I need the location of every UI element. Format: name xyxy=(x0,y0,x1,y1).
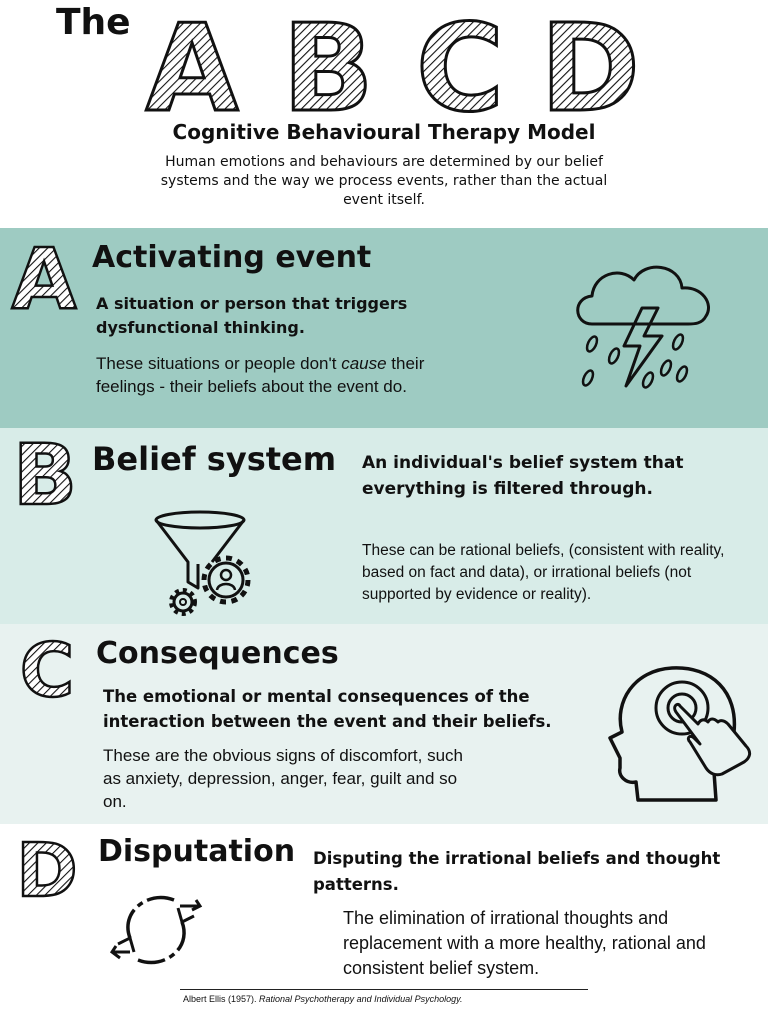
section-letter-c xyxy=(14,630,80,710)
funnel-gears-icon xyxy=(150,508,260,616)
section-b-heading: Belief system xyxy=(92,440,337,478)
section-c-heading: Consequences xyxy=(96,636,339,671)
section-d-heading: Disputation xyxy=(98,834,296,869)
svg-text:A: A xyxy=(11,236,77,316)
page-subtitle: Cognitive Behavioural Therapy Model xyxy=(172,120,596,144)
title-the: The xyxy=(56,2,131,43)
section-c-body: These are the obvious signs of discomfort, such as anxiety, depression, anger, fear, guilt and so on. xyxy=(103,746,464,811)
section-letter-d xyxy=(14,832,80,906)
abcd-title-letters xyxy=(130,8,650,120)
section-c-summary: The emotional or mental consequences of the interaction between the event and their beliefs. xyxy=(103,687,552,731)
title-letter-d: D xyxy=(540,8,640,120)
section-a-body: These situations or people don't cause their feelings - their beliefs about the event do. xyxy=(96,354,425,396)
cycle-arrows-icon xyxy=(108,888,204,972)
svg-text:C: C xyxy=(19,630,75,710)
footer-citation xyxy=(183,994,463,1004)
section-d-body: The elimination of irrational thoughts and replacement with a more healthy, rational and consistent belief system. xyxy=(343,908,706,978)
footer-divider xyxy=(180,989,588,990)
section-b-body: These can be rational beliefs, (consistent with reality, based on fact and data), or irrational beliefs (not supported by evidence or reality). xyxy=(362,542,725,603)
storm-cloud-icon xyxy=(570,258,718,398)
section-letter-b xyxy=(10,432,80,512)
section-letter-a xyxy=(8,236,80,316)
section-a-summary: A situation or person that triggers dysfunctional thinking. xyxy=(96,294,408,337)
section-activating-event xyxy=(0,228,768,428)
title-letter-c: C xyxy=(415,8,505,120)
head-touch-icon xyxy=(600,662,760,804)
svg-text:D: D xyxy=(16,832,78,906)
section-consequences xyxy=(0,624,768,824)
title-letter-a: A xyxy=(145,8,239,120)
intro-text: Human emotions and behaviours are determined by our belief systems and the way we process events, rather than the actual event itself. xyxy=(160,154,608,208)
svg-text:B: B xyxy=(12,432,78,512)
section-a-heading: Activating event xyxy=(92,240,372,275)
footer-citation-title: Rational Psychotherapy and Individual Psychology. xyxy=(259,994,463,1004)
footer-citation-author: Albert Ellis (1957). xyxy=(183,994,260,1004)
section-belief-system xyxy=(0,428,768,624)
section-b-summary: An individual's belief system that everything is filtered through. xyxy=(362,453,684,499)
section-d-summary: Disputing the irrational beliefs and thought patterns. xyxy=(313,849,721,894)
title-letter-b: B xyxy=(282,8,374,120)
